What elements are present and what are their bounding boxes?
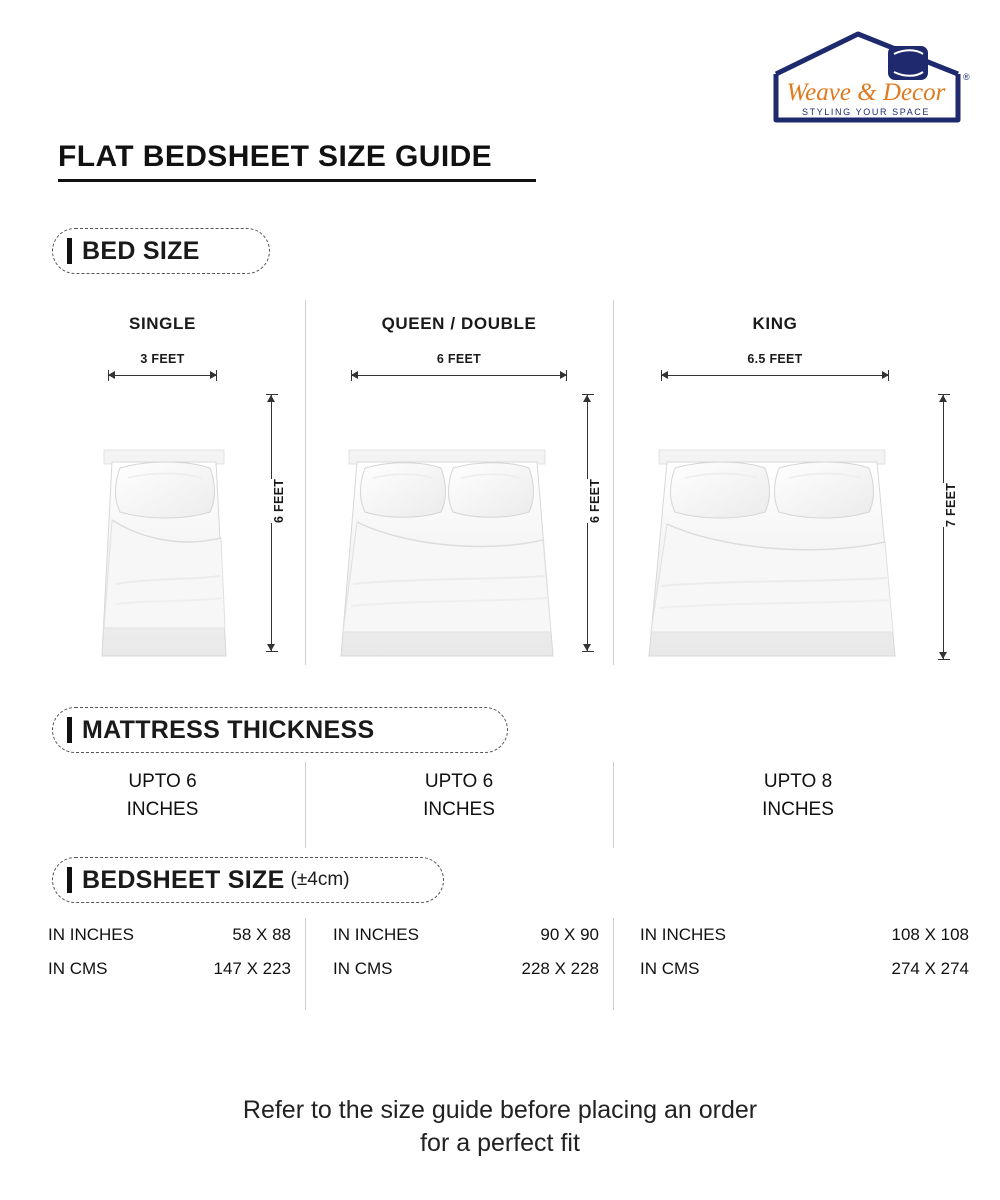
bedsheet-inches-label-king: IN INCHES <box>640 925 726 944</box>
bed-column-queen <box>305 300 613 670</box>
width-arrow-single <box>108 370 217 382</box>
bedsheet-cms-value-king: 274 X 274 <box>891 959 969 978</box>
bed-name-single: SINGLE <box>129 314 196 333</box>
bed-width-label-queen: 6 FEET <box>436 352 482 366</box>
bed-width-label-king: 6.5 FEET <box>747 352 803 366</box>
brand-logo <box>762 28 972 128</box>
mattress-thickness-single-line2: INCHES <box>126 798 199 820</box>
bed-height-label-king: 7 FEET <box>944 482 958 527</box>
bedsheet-inches-label-single: IN INCHES <box>48 925 134 944</box>
brand-tagline-text: STYLING YOUR SPACE <box>802 107 930 117</box>
bed-height-label-queen: 6 FEET <box>588 478 602 523</box>
width-arrow-king <box>661 370 889 382</box>
bedsheet-inches-value-single: 58 X 88 <box>232 925 291 944</box>
bedsheet-size-row-inches <box>640 925 983 945</box>
bedsheet-cms-label-king: IN CMS <box>640 959 700 978</box>
mattress-thickness-queen-line1: UPTO 6 <box>424 771 494 792</box>
bed-illustration-single <box>20 388 305 668</box>
height-arrow-single <box>265 394 286 652</box>
section-accent-bar <box>67 867 72 893</box>
section-label-bedsheet-size: BEDSHEET SIZE <box>82 865 285 894</box>
bed-column-king <box>613 300 983 670</box>
bedsheet-size-row-inches <box>333 925 613 945</box>
bed-height-label-single: 6 FEET <box>272 478 286 523</box>
footer-line-2: for a perfect fit <box>420 1129 580 1157</box>
bedsheet-size-row-cms <box>640 959 983 979</box>
section-header-mattress-thickness <box>52 707 508 753</box>
bedsheet-size-queen <box>333 925 613 993</box>
brand-name-text: Weave & Decor <box>786 79 946 106</box>
mattress-thickness-queen <box>305 768 613 823</box>
bedsheet-size-row-cms <box>333 959 613 979</box>
mattress-thickness-queen-line2: INCHES <box>423 798 495 820</box>
bedsheet-cms-value-queen: 228 X 228 <box>521 959 599 978</box>
bedsheet-cms-value-single: 147 X 223 <box>213 959 291 978</box>
bedsheet-size-row-inches <box>48 925 305 945</box>
section-label-mattress-thickness: MATTRESS THICKNESS <box>82 715 375 744</box>
bedsheet-size-row-cms <box>48 959 305 979</box>
bed-illustration-queen <box>305 388 613 668</box>
section-accent-bar <box>67 238 72 264</box>
mattress-thickness-king-line1: UPTO 8 <box>763 771 833 792</box>
height-arrow-king <box>937 394 958 660</box>
title-underline <box>58 179 536 182</box>
bedsheet-inches-value-king: 108 X 108 <box>891 925 969 944</box>
height-arrow-queen <box>581 394 602 652</box>
bed-name-queen: QUEEN / DOUBLE <box>381 314 537 333</box>
bedsheet-inches-label-queen: IN INCHES <box>333 925 419 944</box>
section-header-bed-size <box>52 228 270 274</box>
section-header-bedsheet-size <box>52 857 444 903</box>
section-label-bed-size: BED SIZE <box>82 236 200 265</box>
bedsheet-size-king <box>640 925 983 993</box>
bed-name-king: KING <box>752 314 798 333</box>
column-divider <box>613 918 614 1010</box>
bed-column-single <box>20 300 305 670</box>
bedsheet-size-single <box>48 925 305 993</box>
mattress-thickness-single <box>20 768 305 823</box>
bedsheet-inches-value-queen: 90 X 90 <box>540 925 599 944</box>
page-title: FLAT BEDSHEET SIZE GUIDE <box>58 140 493 173</box>
mattress-thickness-single-line1: UPTO 6 <box>128 771 197 792</box>
footer-note <box>0 1094 1000 1160</box>
mattress-thickness-king <box>613 768 983 823</box>
section-accent-bar <box>67 717 72 743</box>
footer-line-1: Refer to the size guide before placing an order <box>242 1096 758 1124</box>
bed-width-label-single: 3 FEET <box>140 352 185 366</box>
column-divider <box>305 918 306 1010</box>
mattress-thickness-king-line2: INCHES <box>762 798 834 820</box>
bedsheet-cms-label-queen: IN CMS <box>333 959 393 978</box>
section-label-bedsheet-size-note: (±4cm) <box>290 869 350 890</box>
bedsheet-cms-label-single: IN CMS <box>48 959 108 978</box>
width-arrow-queen <box>351 370 567 382</box>
bed-illustration-king <box>613 388 983 668</box>
registered-mark: ® <box>963 72 970 82</box>
